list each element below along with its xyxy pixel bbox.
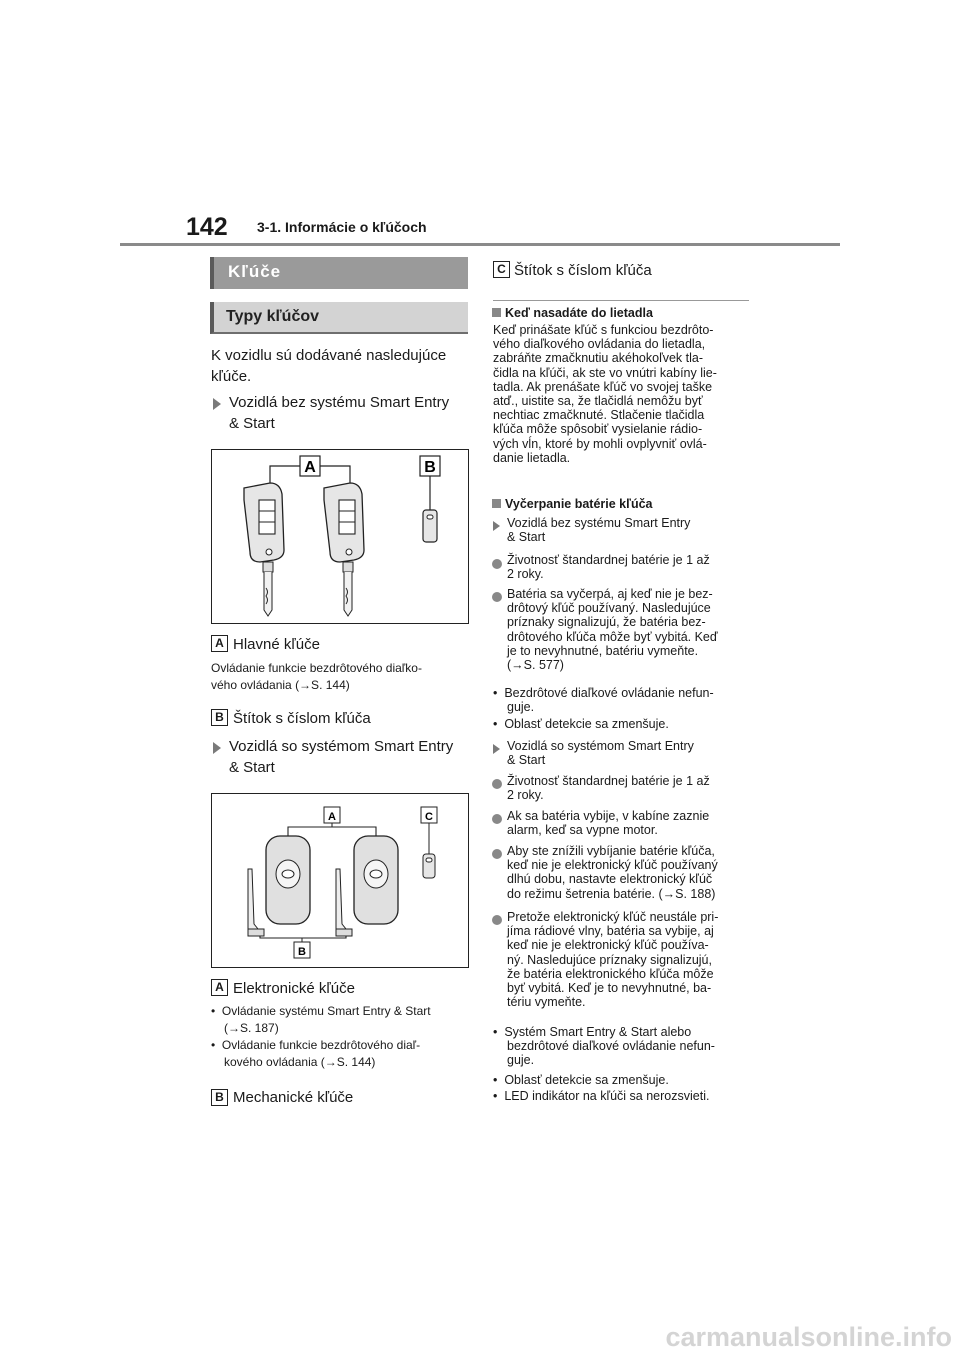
bullet-dot-icon [492, 846, 502, 864]
section-title: 3-1. Informácie o kľúčoch [257, 219, 427, 235]
key-tag-title-c: Štítok s číslom kľúča [514, 262, 652, 279]
watermark: carmanualsonline.info [665, 1322, 952, 1352]
fig2-label-b: B [298, 946, 306, 958]
bullet-dot-icon [492, 811, 502, 829]
symptom-2: • Oblasť detekcie sa zmenšuje. [493, 717, 669, 731]
label-a-box: A [211, 634, 228, 652]
page-number: 142 [186, 213, 228, 241]
main-keys-title: Hlavné kľúče [233, 636, 320, 653]
heading-keys: Kľúče [210, 257, 468, 289]
electronic-key-2 [336, 836, 398, 936]
battery-life-1: Životnosť štandardnej batérie je 1 až 2 roky. [507, 553, 710, 582]
figure-electronic-keys [211, 793, 469, 968]
key-tag-title: Štítok s číslom kľúča [233, 710, 371, 727]
fig2-label-a: A [328, 811, 336, 823]
arrow-icon [493, 518, 500, 536]
main-key-1 [244, 483, 284, 616]
divider [493, 300, 749, 301]
battery-drain-1: Batéria sa vyčerpá, aj keď nie je bez- drôtový kľúč používaný. Nasledujúce príznaky signalizujú, že batéria bez- drôtového kľúča môže byť vybitá. Keď je to nevyhnutné, batériu vymeňte. (→S. 577) [507, 587, 718, 673]
electronic-keys-title: Elektronické kľúče [233, 980, 355, 997]
label-b-box: B [211, 708, 228, 726]
symptom-3: • Systém Smart Entry & Start alebo bezdrôtové diaľkové ovládanie nefun- guje. [493, 1025, 715, 1068]
battery-item-with: Vozidlá so systémom Smart Entry & Start [507, 739, 694, 768]
mechanical-keys-title: Mechanické kľúče [233, 1089, 354, 1106]
battery-item-without: Vozidlá bez systému Smart Entry & Start [507, 516, 691, 545]
bullet-dot-icon [492, 589, 502, 607]
arrow-icon [213, 397, 221, 415]
bullet-dot-icon [492, 776, 502, 794]
battery-alarm: Ak sa batéria vybije, v kabíne zaznie alarm, keď sa vypne motor. [507, 809, 710, 838]
bullet-dot-icon [492, 556, 502, 574]
key-number-tag [423, 510, 437, 542]
electronic-key-1 [248, 836, 310, 936]
battery-saving: Aby ste znížili vybíjanie batérie kľúča, keď nie je elektronický kľúč používaný dlhú dobu, nastavte elektronický kľúč do režimu šetrenia batérie. (→S. 188) [507, 844, 718, 901]
item-with-smart-entry: Vozidlá so systémom Smart Entry & Start [229, 738, 454, 776]
airplane-heading: Keď nasadáte do lietadla [492, 306, 653, 320]
airplane-text: Keď prinášate kľúč s funkciou bezdrôto- vého diaľkového ovládania do lietadla, zabráňte zmačknutiu akéhokoľvek tla- čidla na kľúči, ak ste vo vnútri kabíny lie- tadla. Ak prenášate kľúč vo svojej taške atď., uistite sa, že tlačidlá nemôžu byť nechtiac zmačknuté. Stlačenie tlačidla kľúča môže spôsobiť vysielanie rádio- vých vĺn, ktoré by mohli ovplyvniť ovlá- danie lietadla. [493, 323, 717, 465]
label-a2-box: A [211, 978, 228, 996]
intro-text: K vozidlu sú dodávané nasledujúce kľúče. [211, 347, 447, 385]
main-keys-desc: Ovládanie funkcie bezdrôtového diaľko- vého ovládania (→S. 144) [211, 661, 422, 692]
fig2-label-c: C [425, 811, 433, 823]
label-c-box: C [493, 260, 510, 278]
arrow-icon [213, 741, 221, 759]
symptom-1: • Bezdrôtové diaľkové ovládanie nefun- guje. [493, 686, 714, 715]
heading-key-types: Typy kľúčov [210, 302, 468, 334]
fig1-label-a: A [304, 459, 316, 476]
battery-life-2: Životnosť štandardnej batérie je 1 až 2 roky. [507, 774, 710, 803]
battery-drain-2: Pretože elektronický kľúč neustále pri- jíma rádiové vlny, batéria sa vybije, aj keď nie je elektronický kľúč používa- ný. Nasledujúce príznaky signalizujú, že batéria elektronického kľúča môže byť vybitá. Keď je to nevyhnutné, ba- tériu vymeňte. [507, 910, 719, 1010]
header-rule [120, 243, 840, 246]
main-key-2 [324, 483, 364, 616]
bullet-dot-icon [492, 912, 502, 930]
symptom-5: • LED indikátor na kľúči sa nerozsvieti. [493, 1089, 710, 1103]
symptom-4: • Oblasť detekcie sa zmenšuje. [493, 1073, 669, 1087]
battery-heading: Vyčerpanie batérie kľúča [492, 497, 653, 511]
figure-main-keys [211, 449, 469, 624]
fig1-label-b: B [424, 459, 436, 476]
arrow-icon [493, 741, 500, 759]
label-b2-box: B [211, 1088, 228, 1106]
key-number-tag-2 [423, 854, 435, 878]
item-without-smart-entry: Vozidlá bez systému Smart Entry & Start [229, 394, 450, 432]
electronic-keys-bullets: • Ovládanie systému Smart Entry & Start (→S. 187) • Ovládanie funkcie bezdrôtového diaľ- kového ovládania (→S. 144) [211, 1004, 431, 1069]
